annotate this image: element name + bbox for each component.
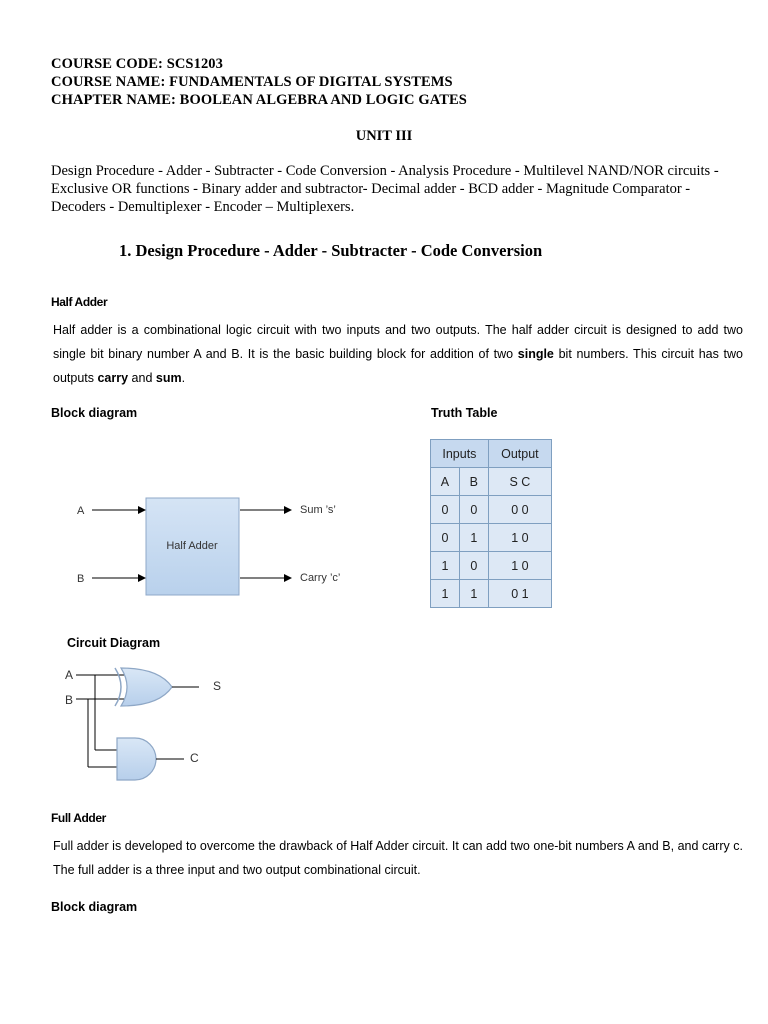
para-text: Half adder is a combinational logic circuit with two inputs and two outputs. The half adder circuit is designed to add two single bit binary number A and B. It is the basic building block for addition of two (53, 323, 743, 361)
half-adder-heading: Half Adder (51, 295, 108, 309)
table-cell: 1 (431, 552, 460, 580)
half-adder-paragraph (53, 318, 743, 390)
circuit-c-label: C (190, 751, 199, 765)
para-bold: sum (155, 371, 182, 385)
xor-gate-icon (121, 668, 172, 706)
input-b-label: B (77, 573, 85, 585)
table-cell: 0 1 (488, 580, 551, 608)
col-header-b: B (459, 468, 488, 496)
circuit-s-label: S (213, 679, 222, 693)
full-adder-paragraph: Full adder is developed to overcome the drawback of Half Adder circuit. It can add two one-bit numbers A and B, and carry c. The full adder is a three input and two output combinational circuit. (53, 839, 743, 877)
half-adder-circuit (55, 660, 255, 785)
course-name: COURSE NAME: FUNDAMENTALS OF DIGITAL SYSTEMS (51, 74, 453, 90)
course-code: COURSE CODE: SCS1203 (51, 56, 223, 72)
and-gate-icon (117, 738, 156, 780)
table-cell: 1 0 (488, 524, 551, 552)
truth-table-label: Truth Table (431, 406, 498, 420)
half-adder-block-diagram (60, 480, 380, 600)
input-a-label: A (77, 505, 85, 517)
para-bold: carry (97, 371, 129, 385)
table-cell: 1 (459, 524, 488, 552)
para-text: . (181, 371, 186, 385)
half-adder-box-label: Half Adder (166, 540, 218, 552)
full-adder-block-diagram-label: Block diagram (51, 900, 138, 914)
table-cell: 0 (459, 496, 488, 524)
table-cell: 0 (459, 552, 488, 580)
chapter-name: CHAPTER NAME: BOOLEAN ALGEBRA AND LOGIC GATES (51, 92, 467, 108)
inputs-group-header: Inputs (431, 440, 489, 468)
table-cell: 0 (431, 524, 460, 552)
full-adder-heading: Full Adder (51, 811, 106, 825)
para-text: bit numbers. This circuit has two outputs (53, 347, 743, 385)
circuit-diagram-label: Circuit Diagram (67, 636, 161, 650)
circuit-b-label: B (65, 693, 74, 707)
output-group-header: Output (488, 440, 551, 468)
unit-title: UNIT III (355, 128, 413, 144)
table-cell: 1 0 (488, 552, 551, 580)
xor-input-curve (115, 668, 121, 706)
table-cell: 0 (431, 496, 460, 524)
circuit-a-label: A (65, 668, 74, 682)
para-text: and (128, 371, 156, 385)
para-bold: single (517, 347, 554, 361)
table-cell: 0 0 (488, 496, 551, 524)
carry-label: Carry ’c’ (300, 572, 341, 584)
section-heading: 1. Design Procedure - Adder - Subtracter - Code Conversion (119, 241, 543, 260)
truth-table (430, 439, 552, 608)
col-header-a: A (431, 468, 460, 496)
table-cell: 1 (431, 580, 460, 608)
table-cell: 1 (459, 580, 488, 608)
block-diagram-label: Block diagram (51, 406, 138, 420)
topics-list: Design Procedure - Adder - Subtracter - Code Conversion - Analysis Procedure - Multilevel NAND/NOR circuits - Exclusive OR functions - Binary adder and subtractor- Decimal adder - BCD adder - Magnitude Comparator - Decoders - Demultiplexer - Encoder – Multiplexers. (51, 163, 719, 215)
sum-label: Sum ’s’ (300, 504, 336, 516)
col-header-sc: S C (488, 468, 551, 496)
